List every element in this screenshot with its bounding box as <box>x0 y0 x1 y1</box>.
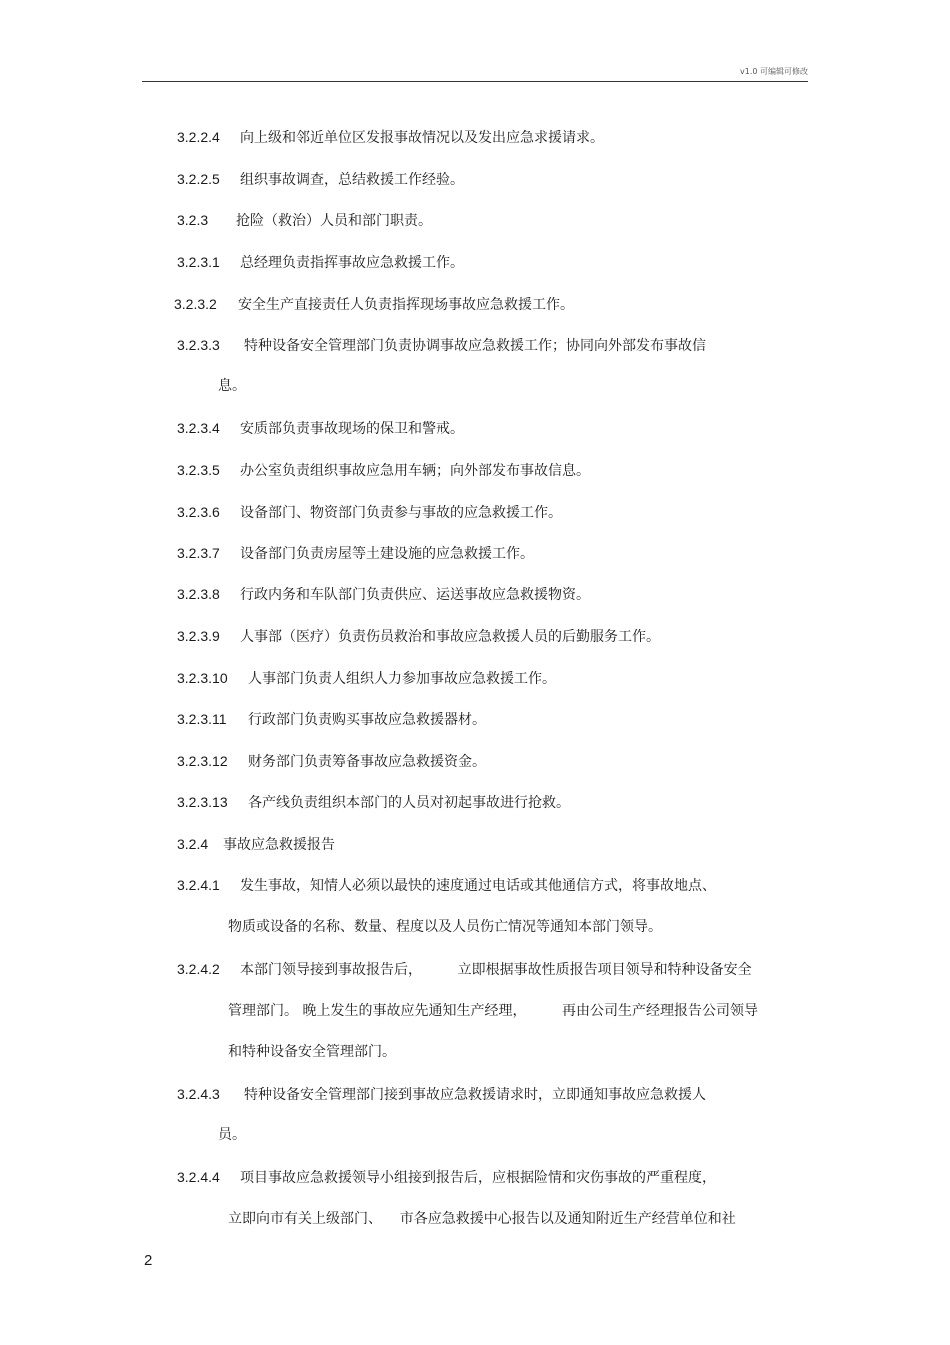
section-text: 向上级和邻近单位区发报事故情况以及发出应急求援请求。 <box>240 130 604 146</box>
section-text: 项目事故应急救援领导小组接到报告后，应根据险情和灾伤事故的严重程度， <box>240 1170 716 1186</box>
section-text: 行政部门负责购买事故应急救援器材。 <box>248 712 486 728</box>
paragraph-line <box>177 503 562 522</box>
section-number: 3.2.3.9 <box>177 628 220 644</box>
paragraph-line <box>177 1085 706 1104</box>
paragraph-line <box>174 295 574 314</box>
paragraph-line <box>177 585 590 604</box>
continuation-line: 管理部门。 晚上发生的事故应先通知生产经理， 再由公司生产经理报告公司领导 <box>228 1003 759 1019</box>
paragraph-line <box>177 1168 716 1187</box>
section-number: 3.2.3.12 <box>177 753 228 769</box>
paragraph-line <box>177 461 590 480</box>
paragraph-line <box>177 752 486 771</box>
section-text: 安全生产直接责任人负责指挥现场事故应急救援工作。 <box>238 297 574 313</box>
section-number: 3.2.3 <box>177 212 209 228</box>
section-text: 本部门领导接到事故报告后， 立即根据事故性质报告项目领导和特种设备安全 <box>240 962 752 978</box>
paragraph-line <box>177 170 464 189</box>
section-number: 3.2.4.2 <box>177 961 220 977</box>
page-number: 2 <box>144 1252 153 1269</box>
section-number: 3.2.4 <box>177 836 209 852</box>
paragraph-line <box>177 793 570 812</box>
section-text: 安质部负责事故现场的保卫和警戒。 <box>240 421 464 437</box>
paragraph-line <box>177 211 432 230</box>
paragraph-line <box>177 253 464 272</box>
paragraph-line <box>177 544 534 563</box>
section-text: 抢险（救治）人员和部门职责。 <box>236 213 432 229</box>
paragraph-line <box>177 710 486 729</box>
paragraph-line <box>177 835 335 854</box>
continuation-line: 和特种设备安全管理部门。 <box>228 1044 396 1060</box>
section-number: 3.2.3.3 <box>177 337 220 353</box>
section-text: 总经理负责指挥事故应急救援工作。 <box>240 255 464 271</box>
continuation-line: 物质或设备的名称、数量、程度以及人员伤亡情况等通知本部门领导。 <box>228 919 662 935</box>
paragraph-line <box>177 627 660 646</box>
section-number: 3.2.3.8 <box>177 586 220 602</box>
header-divider <box>142 81 808 82</box>
section-text: 办公室负责组织事故应急用车辆；向外部发布事故信息。 <box>240 463 590 479</box>
paragraph-line <box>177 669 556 688</box>
section-text: 设备部门负责房屋等土建设施的应急救援工作。 <box>240 546 534 562</box>
section-number: 3.2.3.4 <box>177 420 220 436</box>
section-number: 3.2.2.5 <box>177 171 220 187</box>
header-version-text: v1.0 可编辑可修改 <box>740 67 808 76</box>
section-text: 发生事故，知情人必须以最快的速度通过电话或其他通信方式，将事故地点、 <box>240 878 716 894</box>
section-text: 组织事故调查，总结救援工作经验。 <box>240 172 464 188</box>
paragraph-line <box>177 336 706 355</box>
paragraph-line <box>177 876 716 895</box>
continuation-line: 立即向市有关上级部门、 市各应急救援中心报告以及通知附近生产经营单位和社 <box>228 1211 736 1227</box>
section-text: 人事部（医疗）负责伤员救治和事故应急救援人员的后勤服务工作。 <box>240 629 660 645</box>
section-text: 特种设备安全管理部门接到事故应急救援请求时，立即通知事故应急救援人 <box>244 1087 706 1103</box>
section-number: 3.2.3.5 <box>177 462 220 478</box>
section-text: 行政内务和车队部门负责供应、运送事故应急救援物资。 <box>240 587 590 603</box>
section-number: 3.2.3.10 <box>177 670 228 686</box>
section-text: 特种设备安全管理部门负责协调事故应急救援工作；协同向外部发布事故信 <box>244 338 706 354</box>
section-number: 3.2.2.4 <box>177 129 220 145</box>
section-text: 各产线负责组织本部门的人员对初起事故进行抢救。 <box>248 795 570 811</box>
section-number: 3.2.3.11 <box>177 711 227 727</box>
section-text: 人事部门负责人组织人力参加事故应急救援工作。 <box>248 671 556 687</box>
paragraph-line <box>177 960 752 979</box>
section-text: 设备部门、物资部门负责参与事故的应急救援工作。 <box>240 505 562 521</box>
section-number: 3.2.3.1 <box>177 254 220 270</box>
section-text: 事故应急救援报告 <box>223 837 335 853</box>
section-number: 3.2.4.3 <box>177 1086 220 1102</box>
section-number: 3.2.3.13 <box>177 794 228 810</box>
continuation-line: 员。 <box>218 1127 246 1143</box>
section-number: 3.2.4.1 <box>177 877 220 893</box>
section-number: 3.2.4.4 <box>177 1169 220 1185</box>
section-number: 3.2.3.7 <box>177 545 220 561</box>
paragraph-line <box>177 128 604 147</box>
continuation-line: 息。 <box>218 378 246 394</box>
section-number: 3.2.3.6 <box>177 504 220 520</box>
section-text: 财务部门负责筹备事故应急救援资金。 <box>248 754 486 770</box>
section-number: 3.2.3.2 <box>174 296 217 312</box>
paragraph-line <box>177 419 464 438</box>
